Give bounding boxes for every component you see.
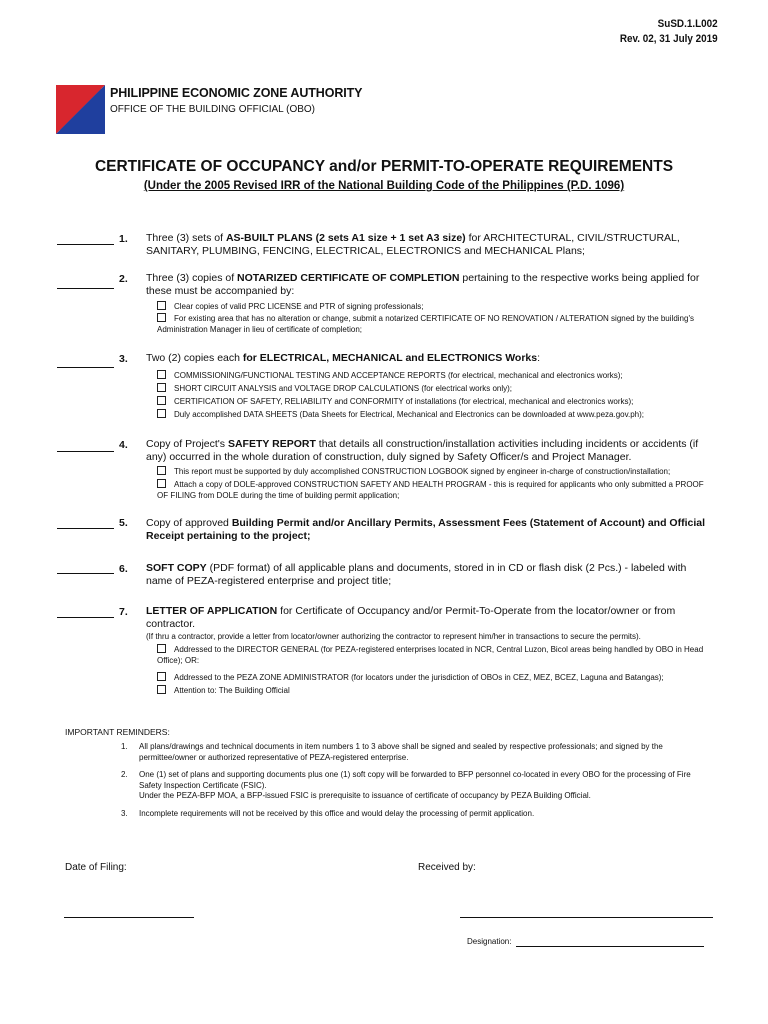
requirement-emphasis: SAFETY REPORT (227, 438, 316, 450)
checkbox[interactable] (157, 301, 166, 310)
sub-item-text: Addressed to the PEZA ZONE ADMINISTRATOR (for locators under the jurisdiction of OBOs in CEZ, MEZ, BCEZ, Laguna and Batangas); (174, 673, 664, 682)
item-number: 2. (119, 273, 128, 285)
checkbox[interactable] (157, 644, 166, 653)
requirement-text: for ARCHITECTURAL, CIVIL/STRUCTURAL, SANITARY, PLUMBING, FENCING, ELECTRICAL, ELECTRONICS and MECHANICAL Plans; (146, 232, 680, 257)
requirement-text: Copy of Project's (146, 438, 228, 450)
requirement-text: Two (2) copies each (146, 352, 243, 364)
sub-item-text: Addressed to the DIRECTOR GENERAL (for PEZA-registered enterprises located in NCR, Central Luzon, Bicol areas being handled by OBO in Head Office); OR: (157, 645, 704, 665)
requirement-1 (146, 232, 708, 258)
sub-item-text: COMMISSIONING/FUNCTIONAL TESTING AND ACCEPTANCE REPORTS (for electrical, mechanical and electronics works); (174, 371, 623, 380)
designation-label: Designation: (467, 937, 512, 946)
reminder-text: Under the PEZA-BFP MOA, a BFP-issued FSIC is prerequisite to issuance of certificate of occupancy by PEZA Building Official. (139, 791, 591, 800)
checklist-blank-1 (57, 244, 114, 245)
reminder-item (121, 809, 714, 820)
document-title: CERTIFICATE OF OCCUPANCY and/or PERMIT-TO-OPERATE REQUIREMENTS (94, 158, 674, 175)
requirement-emphasis: for ELECTRICAL, MECHANICAL and ELECTRONICS Works (242, 352, 538, 364)
requirement-text: Three (3) sets of (146, 232, 226, 244)
requirement-text: for Certificate of Occupancy and/or Permit-To-Operate from the locator/owner or from contractor. (146, 605, 676, 630)
item-number: 1. (119, 233, 128, 245)
sub-item (157, 396, 712, 408)
sub-item (157, 370, 712, 382)
requirement-text: that details all construction/installation activities including incidents or accidents (if any) occurred in the whole duration of construction, duly signed by Safety Officer/s and Project Manager. (146, 438, 699, 463)
checklist-blank-2 (57, 288, 114, 289)
requirement-5 (146, 517, 708, 543)
requirement-text: pertaining to the respective works being applied for these must be accompanied by: (146, 272, 700, 297)
checkbox[interactable] (157, 313, 166, 322)
date-of-filing-line[interactable] (64, 917, 194, 918)
item-number: 4. (119, 439, 128, 451)
sub-item-text: Attach a copy of DOLE-approved CONSTRUCTION SAFETY AND HEALTH PROGRAM - this is required for applicants who only submitted a PROOF OF FILING from DOLE during the time of building permit application; (157, 480, 704, 500)
sub-item-text: Attention to: The Building Official (174, 686, 290, 695)
item-number: 3. (119, 353, 128, 365)
sub-item-text: Clear copies of valid PRC LICENSE and PTR of signing professionals; (174, 302, 424, 311)
sub-item-text: This report must be supported by duly accomplished CONSTRUCTION LOGBOOK signed by engineer in-charge of construction/installation; (174, 467, 671, 476)
requirement-text: : (537, 352, 541, 364)
sub-item (157, 409, 712, 421)
office-name: OFFICE OF THE BUILDING OFFICIAL (OBO) (110, 104, 316, 115)
requirement-note: (If thru a contractor, provide a letter from locator/owner authorizing the contractor to represent him/her in transactions to secure the permits). (146, 632, 641, 641)
checklist-blank-5 (57, 528, 114, 529)
requirement-emphasis: NOTARIZED CERTIFICATE OF COMPLETION (237, 272, 460, 284)
checkbox[interactable] (157, 685, 166, 694)
reminder-text: Incomplete requirements will not be received by this office and would delay the processing of permit application. (139, 809, 535, 818)
peza-logo (56, 85, 105, 134)
reminder-number: 2. (121, 770, 128, 779)
requirement-2 (146, 272, 708, 298)
requirement-emphasis: LETTER OF APPLICATION (146, 605, 278, 617)
sub-item (157, 466, 712, 478)
sub-item (157, 301, 712, 313)
requirement-3 (146, 352, 708, 365)
sub-item-text: Duly accomplished DATA SHEETS (Data Sheets for Electrical, Mechanical and Electronics can be downloaded at www.peza.gov.ph); (174, 410, 645, 419)
reminder-item (121, 770, 714, 802)
checkbox[interactable] (157, 672, 166, 681)
sub-item (157, 685, 712, 697)
checkbox[interactable] (157, 383, 166, 392)
sub-item (157, 644, 712, 666)
requirement-emphasis: Building Permit and/or Ancillary Permits, Assessment Fees (Statement of Account) and Official Receipt pertaining to the project; (146, 517, 705, 542)
date-of-filing-label: Date of Filing: (65, 862, 127, 873)
requirement-text: (PDF format) of all applicable plans and documents, stored in in CD or flash disk (2 Pcs.) - labeled with name of PEZA-registered enterprise and project title; (146, 562, 687, 587)
sub-item (157, 479, 712, 501)
reminder-number: 3. (121, 809, 128, 818)
checklist-blank-4 (57, 451, 114, 452)
reminder-number: 1. (121, 742, 128, 751)
document-revision: Rev. 02, 31 July 2019 (620, 33, 718, 45)
sub-item (157, 383, 712, 395)
sub-item-text: For existing area that has no alteration or change, submit a notarized CERTIFICATE OF NO RENOVATION / ALTERATION signed by the building's Administration Manager in lieu of certificate of completion; (157, 314, 694, 334)
reminder-item (121, 742, 714, 763)
received-by-label: Received by: (418, 862, 476, 873)
checklist-blank-6 (57, 573, 114, 574)
item-number: 6. (119, 563, 128, 575)
requirement-text: Three (3) copies of (146, 272, 238, 284)
reminder-text: One (1) set of plans and supporting documents plus one (1) soft copy will be forwarded to BFP personnel co-located in every OBO for the processing of Fire Safety Inspection Certificate (FSIC). (139, 770, 691, 790)
document-code-block (620, 17, 718, 47)
designation-line[interactable] (516, 946, 704, 947)
checkbox[interactable] (157, 370, 166, 379)
sub-item (157, 313, 712, 335)
checkbox[interactable] (157, 409, 166, 418)
requirement-text: Copy of approved (146, 517, 232, 529)
item-number: 5. (119, 517, 128, 529)
checkbox[interactable] (157, 396, 166, 405)
checkbox[interactable] (157, 466, 166, 475)
item-number: 7. (119, 606, 128, 618)
reminder-text: All plans/drawings and technical documents in item numbers 1 to 3 above shall be signed and sealed by respective professionals; and signed by the permittee/owner or authorized representative of PEZA-registered enterprise. (139, 742, 663, 762)
requirement-emphasis: SOFT COPY (146, 562, 207, 574)
document-code: SuSD.1.L002 (658, 18, 718, 30)
requirement-7 (146, 605, 708, 631)
sub-item-text: SHORT CIRCUIT ANALYSIS and VOLTAGE DROP CALCULATIONS (for electrical works only); (174, 384, 513, 393)
requirement-6 (146, 562, 708, 588)
organization-name: PHILIPPINE ECONOMIC ZONE AUTHORITY (110, 86, 363, 100)
requirement-emphasis: AS-BUILT PLANS (2 sets A1 size + 1 set A3 size) (225, 232, 466, 244)
received-by-line[interactable] (460, 917, 713, 918)
document-subtitle: (Under the 2005 Revised IRR of the National Building Code of the Philippines (P.D. 1096) (143, 180, 625, 192)
requirement-4 (146, 438, 708, 464)
checklist-blank-3 (57, 367, 114, 368)
sub-item (157, 672, 712, 684)
sub-item-text: CERTIFICATION OF SAFETY, RELIABILITY and CONFORMITY of installations (for electrical, mechanical and electronics works); (174, 397, 634, 406)
checklist-blank-7 (57, 617, 114, 618)
reminders-heading: IMPORTANT REMINDERS: (65, 727, 170, 737)
checkbox[interactable] (157, 479, 166, 488)
